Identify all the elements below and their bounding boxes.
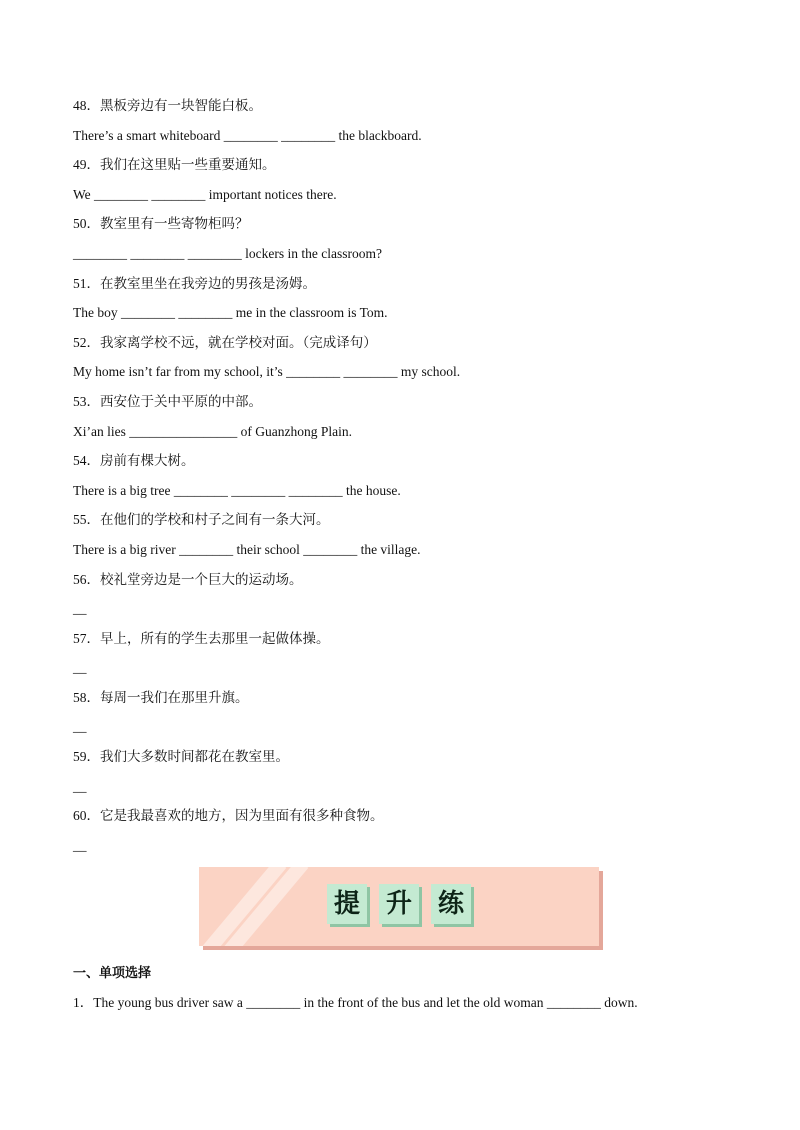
exercise-48-sentence: There’s a smart whiteboard ________ ________ the blackboard. — [73, 127, 422, 143]
exercise-53-sentence: Xi’an lies ________________ of Guanzhong Plain. — [73, 423, 352, 439]
exercise-54-sentence: There is a big tree ________ ________ ________ the house. — [73, 482, 401, 498]
exercise-59-answer-line: __ — [73, 778, 87, 794]
exercise-52-sentence: My home isn’t far from my school, it’s ________ ________ my school. — [73, 364, 461, 380]
exercise-57-prompt: 57．早上，所有的学生去那里一起做体操。 — [73, 630, 330, 646]
exercise-49-sentence: We ________ ________ important notices there. — [73, 186, 337, 202]
banner-title — [199, 884, 599, 924]
exercise-58-answer-line: __ — [73, 719, 87, 735]
exercise-59-prompt: 59．我们大多数时间都花在教室里。 — [73, 749, 289, 765]
exercise-49-prompt: 49．我们在这里贴一些重要通知。 — [73, 157, 276, 173]
exercise-55-prompt: 55．在他们的学校和村子之间有一条大河。 — [73, 512, 330, 528]
banner-char: 提 — [327, 884, 367, 924]
exercise-57-answer-line: __ — [73, 660, 87, 676]
exercise-51-prompt: 51．在教室里坐在我旁边的男孩是汤姆。 — [73, 275, 316, 291]
section-banner — [199, 867, 599, 946]
exercise-60-prompt: 60．它是我最喜欢的地方，因为里面有很多种食物。 — [73, 808, 384, 824]
exercise-54-prompt: 54．房前有棵大树。 — [73, 453, 195, 469]
exercise-48-prompt: 48．黑板旁边有一块智能白板。 — [73, 98, 262, 113]
exercise-50-prompt: 50．教室里有一些寄物柜吗？ — [73, 216, 249, 232]
exercise-60-answer-line: __ — [73, 837, 87, 853]
exercise-53-prompt: 53．西安位于关中平原的中部。 — [73, 393, 262, 409]
exercise-51-sentence: The boy ________ ________ me in the classroom is Tom. — [73, 305, 388, 321]
banner-char: 练 — [431, 884, 471, 924]
exercise-52-prompt: 52．我家离学校不远，就在学校对面。（完成译句） — [73, 334, 377, 350]
exercise-58-prompt: 58．每周一我们在那里升旗。 — [73, 689, 249, 705]
exercise-56-prompt: 56．校礼堂旁边是一个巨大的运动场。 — [73, 571, 303, 587]
exercise-list — [73, 96, 753, 865]
question-1: 1．The young bus driver saw a ________ in the front of the bus and let the old woman ________ down. — [73, 995, 638, 1010]
banner-char: 升 — [379, 884, 419, 924]
exercise-56-answer-line: __ — [73, 601, 87, 617]
section-title: 一、单项选择 — [73, 966, 152, 981]
exercise-55-sentence: There is a big river ________ their school ________ the village. — [73, 541, 421, 557]
exercise-50-sentence: ________ ________ ________ lockers in the classroom? — [73, 245, 382, 261]
